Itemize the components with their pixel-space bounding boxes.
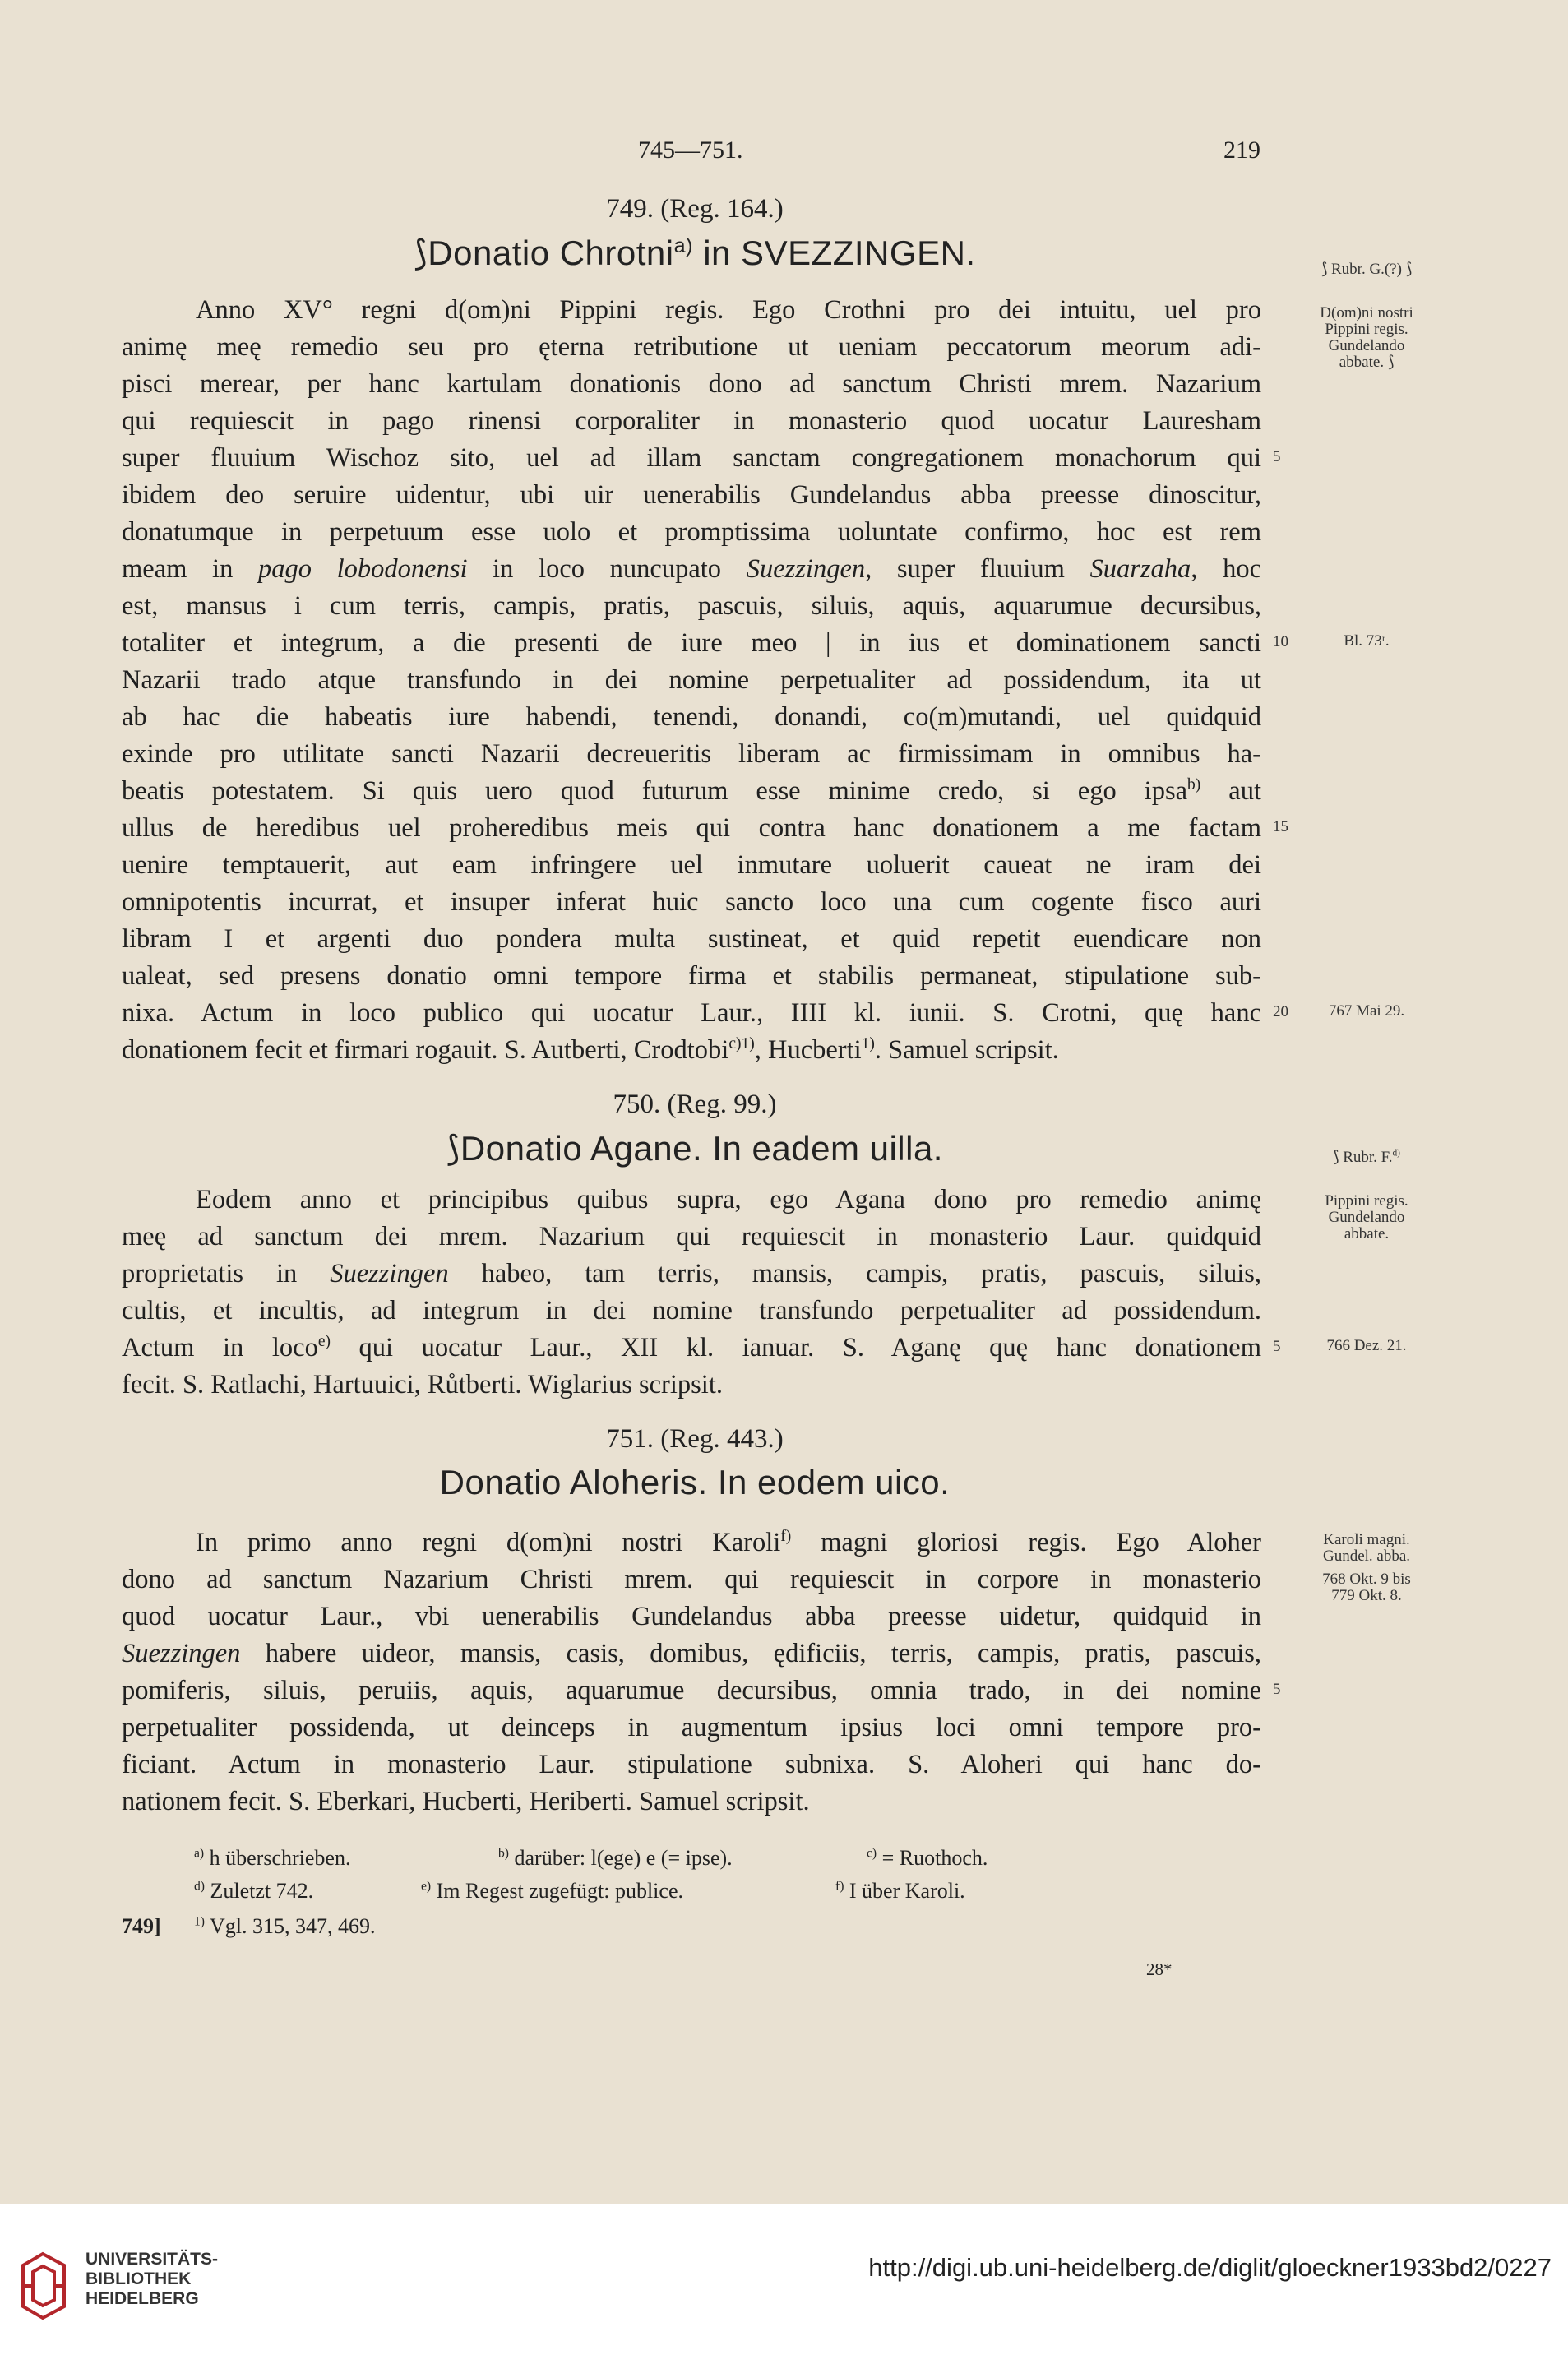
footnote-e: $^{e)}$ Im Regest zugefügt: publice.: [421, 1879, 683, 1903]
footnote-ref-label: 749]: [122, 1914, 161, 1938]
text-line: ullus de heredibus uel proheredibus meis qui contra hanc donationem a me factam: [122, 813, 1261, 843]
text-line: donationem fecit et firmari rogauit. S. Autberti, Crodtobi$^{c)1)}$, Hucberti$^{1)}$. Samuel scripsit.: [122, 1035, 1059, 1065]
text-line: dono ad sanctum Nazarium Christi mrem. qui requiescit in corpore in monasterio: [122, 1565, 1261, 1594]
margin-note-751-2: Gundel. abba.: [1322, 1547, 1411, 1565]
line-number: 5: [1273, 448, 1281, 465]
rubric-mark: ⟆: [414, 234, 428, 272]
line-number: 5: [1273, 1338, 1281, 1355]
text-line: exinde pro utilitate sancti Nazarii decreueritis liberam ac firmissimam in omnibus ha-: [122, 739, 1261, 769]
margin-date-751-2: 779 Okt. 8.: [1331, 1587, 1402, 1604]
footnote-1: $^{1)}$ Vgl. 315, 347, 469.: [194, 1914, 376, 1938]
text-line: quod uocatur Laur., vbi uenerabilis Gundelandus abba preesse uidetur, quidquid in: [122, 1602, 1261, 1631]
place-name-italic: Suezzingen: [330, 1259, 449, 1288]
margin-note-749-1: D(om)ni nostri: [1320, 304, 1413, 322]
place-name-italic: pago lobodonensi: [257, 554, 468, 584]
text-line: libram I et argenti duo pondera multa sustineat, et quid repetit euendicare non: [122, 924, 1261, 954]
footnote-ref-1: 1): [861, 1035, 875, 1053]
line-number: 20: [1273, 1003, 1288, 1020]
margin-date-750: 766 Dez. 21.: [1326, 1337, 1407, 1354]
footnote-ref-f: f): [780, 1528, 792, 1546]
margin-date-749: 767 Mai 29.: [1328, 1002, 1405, 1020]
charter-749-title: ⟆Donatio Chrotni$^{a)}$ in SVEZZINGEN.: [414, 234, 976, 272]
margin-note-750-3: abbate.: [1344, 1225, 1390, 1242]
charter-751-number: 751. (Reg. 443.): [606, 1424, 784, 1454]
library-footer: [0, 2204, 1568, 2364]
place-name-italic: Suezzingen: [746, 554, 866, 584]
footnote-ref-e: e): [317, 1333, 331, 1351]
margin-folio: Bl. 73ʳ.: [1344, 632, 1390, 650]
text-line: fecit. S. Ratlachi, Hartuuici, Růtberti. Wiglarius scripsit.: [122, 1370, 723, 1399]
rubric-mark: ⟆: [446, 1129, 460, 1168]
margin-rubric-750: ⟆ Rubr. F.$^{d)}$: [1333, 1148, 1400, 1166]
permalink-url[interactable]: http://digi.ub.uni-heidelberg.de/diglit/gloeckner1933bd2/0227: [868, 2253, 1552, 2282]
margin-note-751-1: Karoli magni.: [1323, 1531, 1410, 1548]
text-line: omnipotentis incurrat, et insuper inferat huic sancto loco una cum cogente fisco auri: [122, 887, 1261, 917]
charter-750-title: ⟆Donatio Agane. In eadem uilla.: [446, 1129, 943, 1168]
margin-note-749-3: Gundelando: [1328, 337, 1405, 354]
river-name-italic: Suarzaha: [1089, 554, 1191, 584]
footnote-ref-c: c): [728, 1035, 742, 1053]
text-line: Eodem anno et principibus quibus supra, ego Agana dono pro remedio animę: [196, 1185, 1261, 1214]
footnote-f: $^{f)}$ I über Karoli.: [835, 1879, 965, 1903]
text-line: ualeat, sed presens donatio omni tempore firma et stabilis permaneat, stipulatione sub-: [122, 961, 1261, 991]
text-line: perpetualiter possidenda, ut deinceps in augmentum ipsius loci omni tempore pro-: [122, 1713, 1261, 1742]
text-line: est, mansus i cum terris, campis, pratis, pascuis, siluis, aquis, aquarumue decursibus,: [122, 591, 1261, 621]
footnote-ref-b: b): [1187, 776, 1201, 794]
footnote-b: $^{b)}$ darüber: l(ege) e (= ipse).: [498, 1846, 733, 1870]
charter-750-number: 750. (Reg. 99.): [613, 1089, 777, 1119]
margin-rubric-749: ⟆ Rubr. G.(?) ⟆: [1321, 261, 1413, 278]
margin-date-751-1: 768 Okt. 9 bis: [1322, 1571, 1411, 1588]
text-line: donatumque in perpetuum esse uolo et promptissima uoluntate confirmo, hoc est rem: [122, 517, 1261, 547]
text-line: meę ad sanctum dei mrem. Nazarium qui requiescit in monasterio Laur. quidquid: [122, 1222, 1261, 1251]
text-line: Actum in loco$^{e)}$ qui uocatur Laur., XII kl. ianuar. S. Aganę quę hanc donationem: [122, 1333, 1261, 1362]
footnote-c: $^{c)}$ = Ruothoch.: [867, 1846, 988, 1870]
margin-note-750-1: Pippini regis.: [1325, 1192, 1408, 1210]
line-number: 10: [1273, 633, 1288, 650]
text-line: meam in pago lobodonensi in loco nuncupato Suezzingen, super fluuium Suarzaha, hoc: [122, 554, 1261, 584]
footnote-ref-d: d): [1392, 1148, 1400, 1159]
margin-note-749-4: abbate. ⟆: [1339, 354, 1395, 371]
charter-751-title: Donatio Aloheris. In eodem uico.: [439, 1463, 951, 1501]
text-line: totaliter et integrum, a die presenti de iure meo | in ius et dominationem sancti: [122, 628, 1261, 658]
text-line: animę meę remedio seu pro ęterna retributione ut ueniam peccatorum meorum adi-: [122, 332, 1261, 362]
line-number: 5: [1273, 1681, 1281, 1698]
footnote-ref-1: 1): [741, 1035, 755, 1053]
library-name: UNIVERSITÄTS- BIBLIOTHEK HEIDELBERG: [86, 2250, 219, 2308]
footnote-a: $^{a)}$ h überschrieben.: [194, 1846, 351, 1870]
text-line: pisci merear, per hanc kartulam donationis dono ad sanctum Christi mrem. Nazarium: [122, 369, 1261, 399]
line-number: 15: [1273, 818, 1288, 835]
footnote-ref-a: a): [673, 234, 694, 257]
text-line: super fluuium Wischoz sito, uel ad illam sanctam congregationem monachorum qui: [122, 443, 1261, 473]
text-line: ab hac die habeatis iure habendi, tenendi, donandi, co(m)mutandi, uel quidquid: [122, 702, 1261, 732]
footnote-d: $^{d)}$ Zuletzt 742.: [194, 1879, 314, 1903]
text-line: Anno XV° regni d(om)ni Pippini regis. Ego Crothni pro dei intuitu, uel pro: [196, 295, 1261, 325]
text-line: qui requiescit in pago rinensi corporaliter in monasterio quod uocatur Lauresham: [122, 406, 1261, 436]
sheet-signature: 28*: [1146, 1959, 1173, 1979]
text-line: cultis, et incultis, ad integrum in dei nomine transfundo perpetualiter ad possidendum.: [122, 1296, 1261, 1325]
text-line: uenire temptauerit, aut eam infringere uel inmutare uoluerit caueat ne iram dei: [122, 850, 1261, 880]
text-line: nationem fecit. S. Eberkari, Hucberti, Heriberti. Samuel scripsit.: [122, 1787, 810, 1816]
text-line: Suezzingen habere uideor, mansis, casis, domibus, ędificiis, terris, campis, pratis, pascuis,: [122, 1639, 1261, 1668]
margin-note-749-2: Pippini regis.: [1325, 321, 1408, 338]
text-line: ficiant. Actum in monasterio Laur. stipulatione subnixa. S. Aloheri qui hanc do-: [122, 1750, 1261, 1779]
page-number: 219: [1223, 136, 1260, 164]
text-line: beatis potestatem. Si quis uero quod futurum esse minime credo, si ego ipsa$^{b)}$ aut: [122, 776, 1261, 806]
margin-note-750-2: Gundelando: [1328, 1209, 1405, 1226]
charter-749-number: 749. (Reg. 164.): [606, 194, 784, 224]
text-line: proprietatis in Suezzingen habeo, tam terris, mansis, campis, pratis, pascuis, siluis,: [122, 1259, 1261, 1288]
text-line: ibidem deo seruire uidentur, ubi uir uenerabilis Gundelandus abba preesse dinoscitur,: [122, 480, 1261, 510]
text-line: nixa. Actum in loco publico qui uocatur Laur., IIII kl. iunii. S. Crotni, quę hanc: [122, 998, 1261, 1028]
text-line: In primo anno regni d(om)ni nostri Karoli$^{f)}$ magni gloriosi regis. Ego Aloher: [196, 1528, 1262, 1557]
text-line: pomiferis, siluis, peruiis, aquis, aquarumue decursibus, omnia trado, in dei nomine: [122, 1676, 1261, 1705]
place-name-italic: Suezzingen: [122, 1639, 241, 1668]
running-title: 745—751.: [638, 136, 743, 164]
library-logo-icon: [16, 2249, 71, 2321]
text-line: Nazarii trado atque transfundo in dei nomine perpetualiter ad possidendum, ita ut: [122, 665, 1261, 695]
